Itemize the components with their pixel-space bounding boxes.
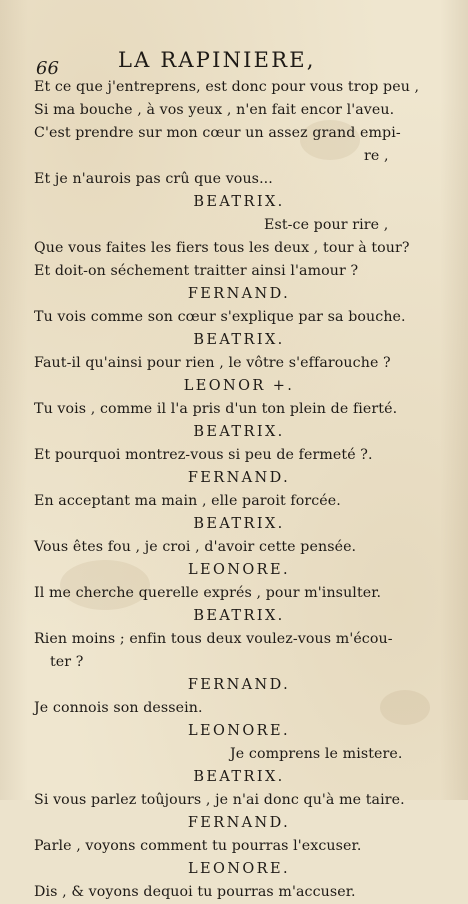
verse-line: Tu vois , comme il l'a pris d'un ton plein de fierté. — [34, 401, 398, 417]
verse-line: Que vous faites les fiers tous les deux , tour à tour? — [34, 240, 410, 256]
speaker-name: BEATRIX. — [193, 194, 285, 210]
verse-hemistich: Est-ce pour rire , — [264, 217, 389, 233]
verse-line: Et doit-on séchement traitter ainsi l'amour ? — [34, 263, 359, 279]
speaker-name: LEONORE. — [188, 861, 290, 877]
verse-line: Vous êtes fou , je croi , d'avoir cette pensée. — [34, 539, 357, 555]
speaker-name: FERNAND. — [187, 815, 291, 831]
speaker-name: FERNAND. — [187, 286, 291, 302]
verse-line: Je connois son dessein. — [34, 700, 203, 716]
verse-continuation: re , — [364, 148, 389, 164]
page-header — [0, 44, 468, 79]
play-text — [34, 76, 444, 904]
verse-line: Rien moins ; enfin tous deux voulez-vous m'écou- — [34, 631, 393, 647]
verse-line: Si vous parlez toûjours , je n'ai donc qu'à me taire. — [34, 792, 405, 808]
verse-line: Si ma bouche , à vos yeux , n'en fait encor l'aveu. — [34, 102, 395, 118]
verse-line: Il me cherche querelle exprés , pour m'insulter. — [34, 585, 382, 601]
verse-line: Dis , & voyons dequoi tu pourras m'accuser. — [34, 884, 356, 900]
speaker-name: LEONORE. — [188, 562, 290, 578]
page-number: 66 — [36, 58, 59, 79]
verse-line: En acceptant ma main , elle paroit forcée. — [34, 493, 341, 509]
verse-continuation: ter ? — [50, 654, 84, 670]
running-title: LA RAPINIERE, — [118, 48, 316, 72]
speaker-name: BEATRIX. — [193, 769, 285, 785]
verse-line: Et je n'aurois pas crû que vous... — [34, 171, 273, 187]
speaker-name: LEONORE. — [188, 723, 290, 739]
verse-line: Tu vois comme son cœur s'explique par sa bouche. — [34, 309, 406, 325]
verse-line: Et ce que j'entreprens, est donc pour vous trop peu , — [34, 79, 420, 95]
speaker-name: LEONOR +. — [183, 378, 295, 394]
speaker-name: BEATRIX. — [193, 424, 285, 440]
speaker-name: FERNAND. — [187, 470, 291, 486]
speaker-name: BEATRIX. — [193, 608, 285, 624]
verse-line: Et pourquoi montrez-vous si peu de fermeté ?. — [34, 447, 373, 463]
verse-hemistich: Je comprens le mistere. — [230, 746, 403, 762]
speaker-name: BEATRIX. — [193, 516, 285, 532]
verse-line: Parle , voyons comment tu pourras l'excuser. — [34, 838, 362, 854]
speaker-name: FERNAND. — [187, 677, 291, 693]
verse-line: Faut-il qu'ainsi pour rien , le vôtre s'effarouche ? — [34, 355, 391, 371]
speaker-name: BEATRIX. — [193, 332, 285, 348]
verse-line: C'est prendre sur mon cœur un assez grand empi- — [34, 125, 401, 141]
